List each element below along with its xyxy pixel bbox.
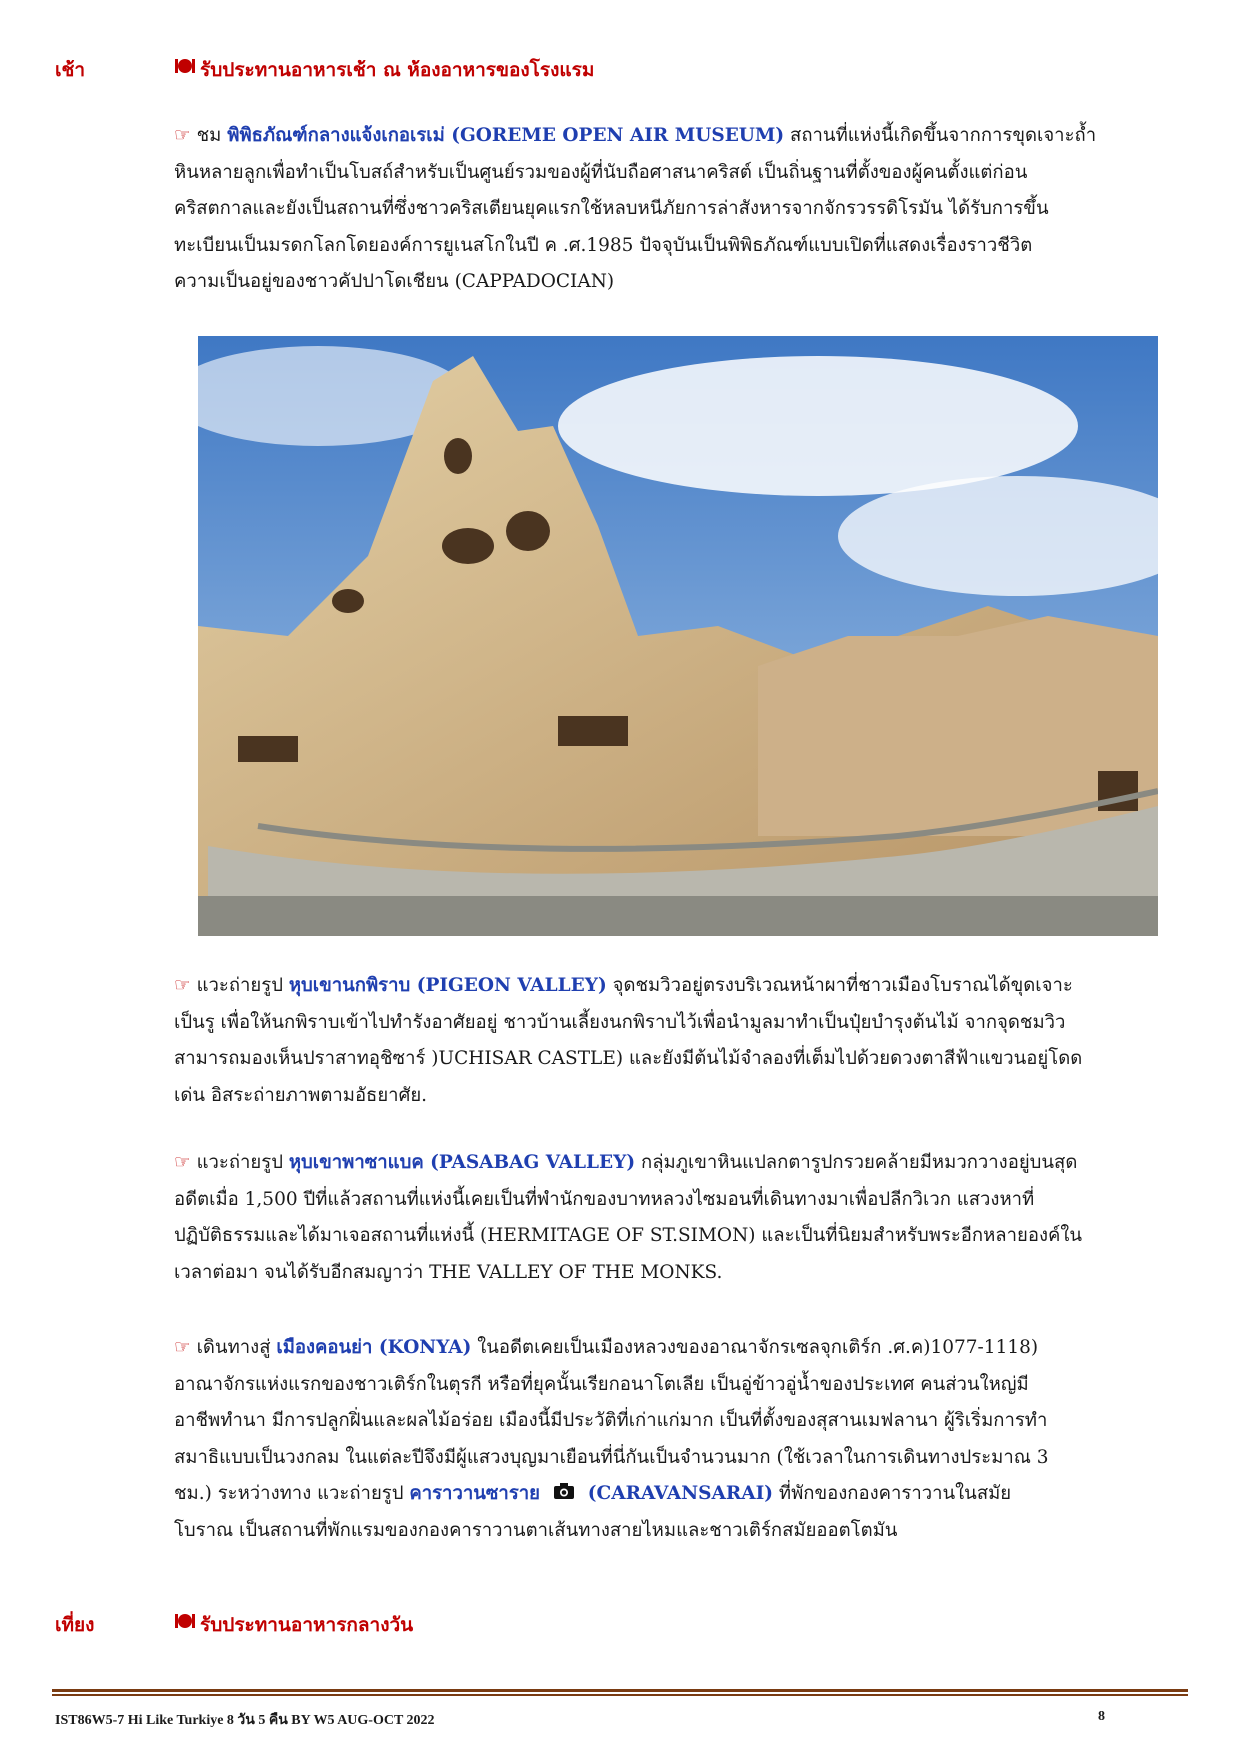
line-text: หินหลายลูกเพื่อทำเป็นโบสถ์สำหรับเป็นศูนย์รวมของผู้ที่นับถือศาสนาคริสต์ เป็นถิ่นฐานที่ตั้งของผู้คนตั้งแต่ก่อน [174, 161, 1028, 183]
pointing-hand-icon: ☞ [174, 1337, 191, 1358]
plate-fork-knife-icon [174, 1611, 196, 1636]
line-text: สามารถมองเห็นปราสาทอุชิซาร์ )UCHISAR CASTLE) และยังมีต้นไม้จำลองที่เต็มไปด้วยดวงตาสีฟ้าแขวนอยู่โดด [174, 1048, 1083, 1069]
lead-text: แวะถ่ายรูป [196, 975, 283, 996]
footer-rule [52, 1694, 1188, 1696]
line-text: ทะเบียนเป็นมรดกโลกโดยองค์การยูเนสโกในปี ค .ศ.1985 ปัจจุบันเป็นพิพิธภัณฑ์แบบเปิดที่แสดงเรื่องราวชีวิต [174, 234, 1033, 256]
paragraph-goreme [174, 118, 1164, 301]
line-text: สมาธิแบบเป็นวงกลม ในแต่ละปีจึงมีผู้แสวงบุญมาเยือนที่นี่กันเป็นจำนวนมาก (ใช้เวลาในการเดินทางประมาณ 3 [174, 1446, 1049, 1468]
pointing-hand-icon: ☞ [174, 1152, 191, 1173]
footer-rule [52, 1689, 1188, 1692]
line-text: โบราณ เป็นสถานที่พักแรมของกองคาราวานตาเส้นทางสายไหมและชาวเติร์กสมัยออตโตมัน [174, 1519, 898, 1541]
pigeon-valley-link: หุบเขานกพิราบ (PIGEON VALLEY) [288, 975, 607, 996]
paragraph-pigeon-valley [174, 968, 1164, 1114]
plate-fork-knife-icon [174, 56, 196, 81]
pointing-hand-icon: ☞ [174, 975, 191, 996]
paragraph-konya [174, 1330, 1164, 1549]
pasabag-valley-link: หุบเขาพาซาแบค (PASABAG VALLEY) [288, 1152, 636, 1173]
line-text: ที่พักของกองคาราวานในสมัย [778, 1483, 1012, 1504]
caravansarai-english: (CARAVANSARAI) [587, 1483, 774, 1504]
breakfast-text: รับประทานอาหารเช้า ณ ห้องอาหารของโรงแรม [200, 59, 595, 81]
line-text: จุดชมวิวอยู่ตรงบริเวณหน้าผาที่ชาวเมืองโบราณได้ขุดเจาะ [612, 975, 1073, 996]
line-text: คริสตกาลและยังเป็นสถานที่ซึ่งชาวคริสเตียนยุคแรกใช้หลบหนีภัยการล่าสังหารจากจักรวรรดิโรมัน ได้รับการขึ้น [174, 198, 1049, 219]
line-text: กลุ่มภูเขาหินแปลกตารูปกรวยคล้ายมีหมวกวางอยู่บนสุด [641, 1152, 1078, 1173]
pointing-hand-icon: ☞ [174, 125, 191, 146]
line-text: ปฏิบัติธรรมและได้มาเจอสถานที่แห่งนี้ (HERMITAGE OF ST.SIMON) และเป็นที่นิยมสำหรับพระอีกหลายองค์ใน [174, 1225, 1083, 1246]
lunch-heading [174, 1610, 413, 1640]
lead-text: ชม [196, 125, 222, 146]
line-text: เด่น อิสระถ่ายภาพตามอัธยาศัย. [174, 1084, 428, 1106]
time-label-morning: เช้า [55, 59, 86, 81]
lunch-text: รับประทานอาหารกลางวัน [200, 1614, 414, 1636]
line-text: อาชีพทำนา มีการปลูกฝิ่นและผลไม้อร่อย เมืองนี้มีประวัติที่เก่าแก่มาก เป็นที่ตั้งของสุสานเมฟลานา ผู้ริเริ่มการทำ [174, 1410, 1048, 1431]
line-text: อาณาจักรแห่งแรกของชาวเติร์กในตุรกี หรือที่ยุคนั้นเรียกอนาโตเลีย เป็นอู่ข้าวอู่น้ำของประเทศ คนส่วนใหญ่มี [174, 1373, 1029, 1395]
goreme-photo [198, 336, 1158, 936]
time-label-noon: เที่ยง [55, 1614, 95, 1636]
caravansarai-link: คาราวานซาราย [409, 1483, 540, 1504]
page-number: 8 [1098, 1709, 1105, 1724]
lead-text: แวะถ่ายรูป [196, 1152, 283, 1173]
line-text: อดีตเมื่อ 1,500 ปีที่แล้วสถานที่แห่งนี้เคยเป็นที่พำนักของบาทหลวงไซมอนที่เดินทางมาเพื่อปลีกวิเวก แสวงหาที่ [174, 1188, 1035, 1210]
goreme-museum-link: พิพิธภัณฑ์กลางแจ้งเกอเรเม่ (GOREME OPEN AIR MUSEUM) [227, 125, 785, 146]
camera-icon [554, 1476, 574, 1513]
footer-program-code: IST86W5-7 Hi Like Turkiye 8 วัน 5 คืน BY W5 AUG-OCT 2022 [55, 1713, 435, 1728]
line-text: ความเป็นอยู่ของชาวคัปปาโดเชียน (CAPPADOCIAN) [174, 271, 615, 292]
line-text: ชม.) ระหว่างทาง แวะถ่ายรูป [174, 1483, 404, 1504]
line-text: เป็นรู เพื่อให้นกพิราบเข้าไปทำรังอาศัยอยู่ ชาวบ้านเลี้ยงนกพิราบไว้เพื่อนำมูลมาทำเป็นปุ๋ยบำรุงต้นไม้ จากจุดชมวิว [174, 1011, 1066, 1033]
line-text: ในอดีตเคยเป็นเมืองหลวงของอาณาจักรเซลจุกเติร์ก .ศ.ค)1077-1118) [477, 1337, 1039, 1358]
konya-link: เมืองคอนย่า (KONYA) [276, 1337, 472, 1358]
paragraph-pasabag-valley [174, 1145, 1164, 1291]
line-text: เวลาต่อมา จนได้รับอีกสมญาว่า THE VALLEY OF THE MONKS. [174, 1261, 723, 1283]
lead-text: เดินทางสู่ [196, 1337, 271, 1358]
line-text: สถานที่แห่งนี้เกิดขึ้นจากการขุดเจาะถ้ำ [790, 125, 1097, 146]
breakfast-heading [174, 55, 594, 85]
